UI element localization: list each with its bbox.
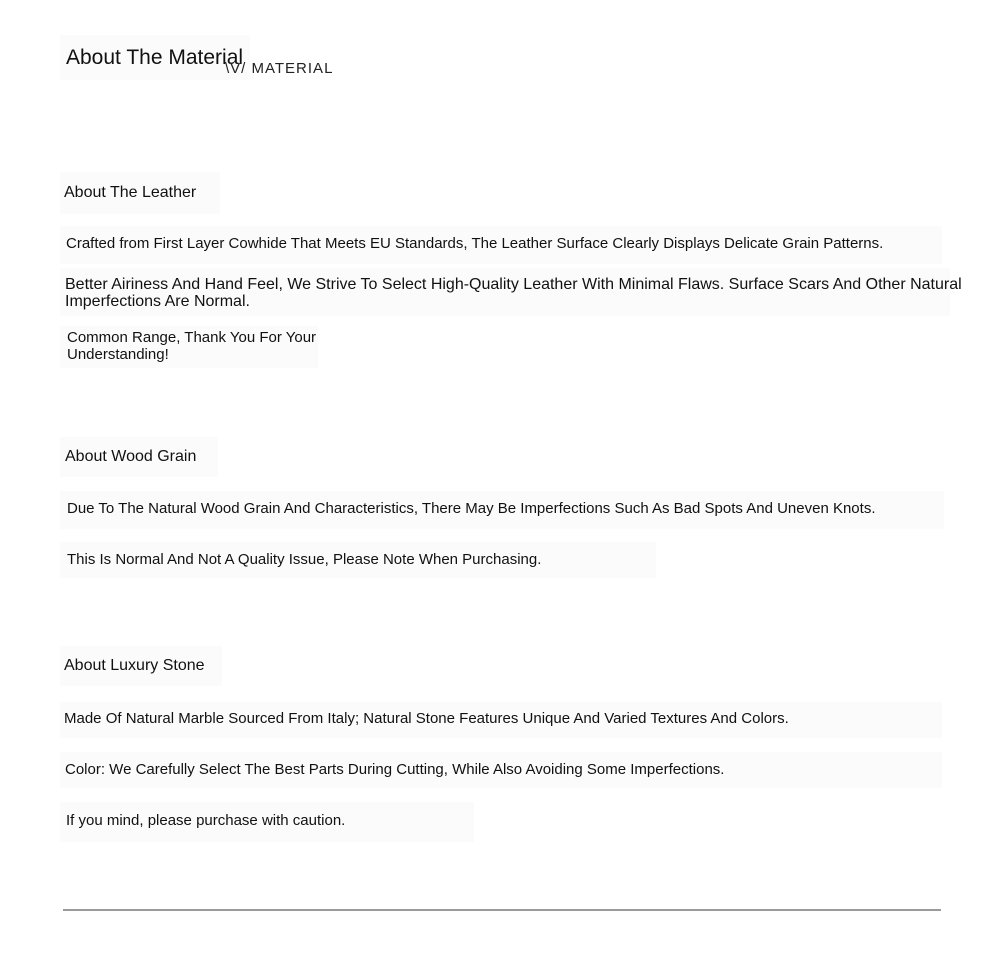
wood-line-2: This Is Normal And Not A Quality Issue, Please Note When Purchasing. — [67, 551, 542, 568]
stone-line-2: Color: We Carefully Select The Best Parts During Cutting, While Also Avoiding Some Imperfections. — [65, 761, 725, 778]
section-divider — [63, 909, 941, 911]
leather-line-2: Better Airiness And Hand Feel, We Strive To Select High-Quality Leather With Minimal Flaws. Surface Scars And Other Natural Imperfections Are Normal. — [65, 276, 962, 310]
leather-line-1: Crafted from First Layer Cowhide That Meets EU Standards, The Leather Surface Clearly Displays Delicate Grain Patterns. — [66, 235, 884, 252]
stone-heading: About Luxury Stone — [64, 657, 205, 674]
leather-line-3: Common Range, Thank You For Your Understanding! — [67, 329, 317, 363]
leather-heading: About The Leather — [64, 184, 197, 201]
stone-line-3: If you mind, please purchase with caution. — [66, 812, 346, 829]
material-subtitle: \V/ MATERIAL — [225, 60, 334, 77]
wood-heading: About Wood Grain — [65, 448, 197, 465]
stone-line-1: Made Of Natural Marble Sourced From Italy; Natural Stone Features Unique And Varied Textures And Colors. — [64, 710, 789, 727]
page-title: About The Material — [66, 46, 244, 69]
wood-line-1: Due To The Natural Wood Grain And Characteristics, There May Be Imperfections Such As Bad Spots And Uneven Knots. — [67, 500, 876, 517]
